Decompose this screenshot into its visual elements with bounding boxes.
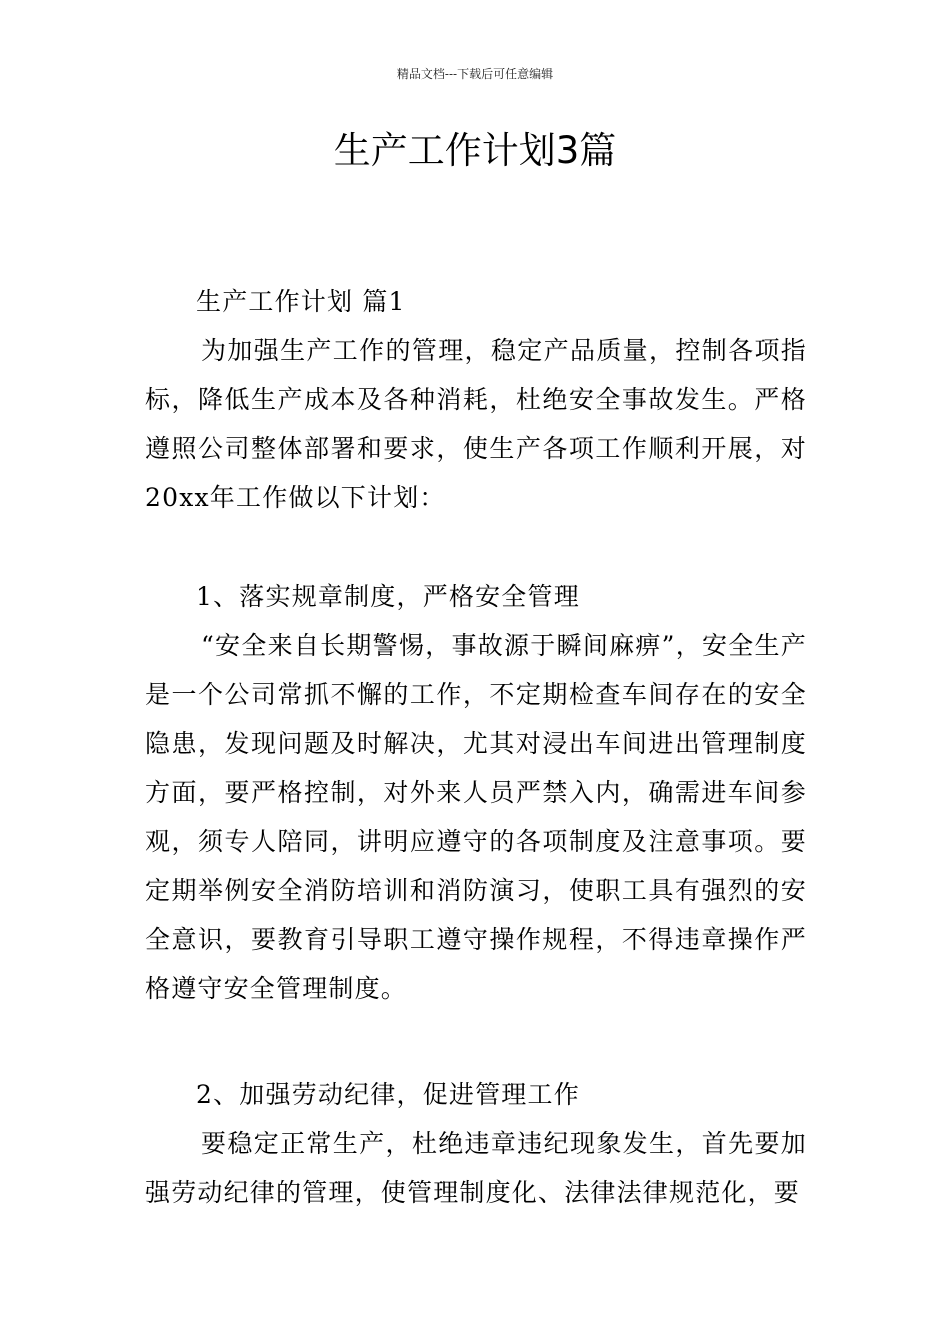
item-2-paragraph: 要稳定正常生产，杜绝违章违纪现象发生，首先要加强劳动纪律的管理，使管理制度化、法律法律规范化，要 [145, 1129, 807, 1207]
section-title: 生产工作计划 篇1 [196, 287, 406, 316]
intro-paragraph: 为加强生产工作的管理，稳定产品质量，控制各项指标，降低生产成本及各种消耗，杜绝安全事故发生。严格遵照公司整体部署和要求，使生产各项工作顺利开展，对20xx年工作做以下计划： [145, 336, 807, 512]
header-note: 精品文档---下载后可任意编辑 [396, 67, 554, 81]
item-1-paragraph: “安全来自长期警惕，事故源于瞬间麻痹”，安全生产是一个公司常抓不懈的工作，不定期检查车间存在的安全隐患，发现问题及时解决，尤其对浸出车间进出管理制度方面，要严格控制，对外来人员严禁入内，确需进车间参观，须专人陪同，讲明应遵守的各项制度及注意事项。要定期举例安全消防培训和消防演习，使职工具有强烈的安全意识，要教育引导职工遵守操作规程，不得违章操作严格遵守安全管理制度。 [145, 631, 807, 1003]
item-2-heading: 2、加强劳动纪律，促进管理工作 [196, 1080, 580, 1109]
item-1-heading: 1、落实规章制度，严格安全管理 [196, 582, 580, 611]
document-title: 生产工作计划3篇 [333, 129, 617, 172]
